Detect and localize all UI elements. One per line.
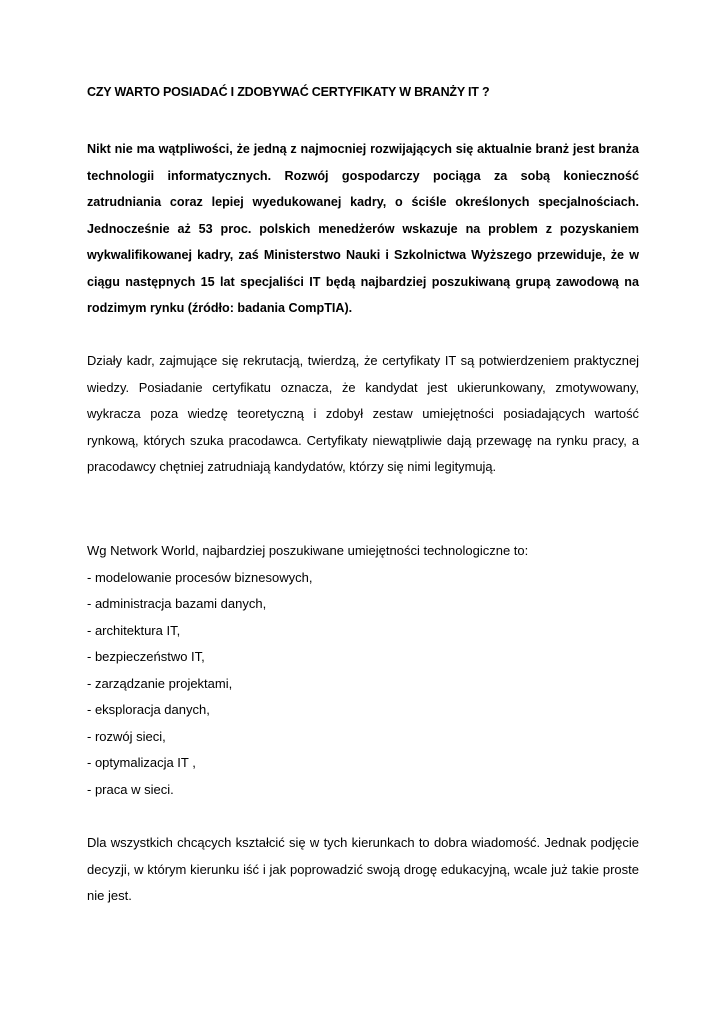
document-title: CZY WARTO POSIADAĆ I ZDOBYWAĆ CERTYFIKATY W BRANŻY IT ?: [87, 85, 490, 99]
intro-paragraph: Nikt nie ma wątpliwości, że jedną z najmocniej rozwijających się aktualnie branż jest branża technologii informatycznych. Rozwój gospodarczy pociąga za sobą konieczność zatrudniania coraz lepiej wyedukowanej kadry, o ściśle określonych specjalnościach. Jednocześnie aż 53 proc. polskich menedżerów wskazuje na problem z pozyskaniem wykwalifikowanej kadry, zaś Ministerstwo Nauki i Szkolnictwa Wyższego przewiduje, że w ciągu następnych 15 lat specjaliści IT będą najbardziej poszukiwaną grupą zawodową na rodzimym rynku (źródło: badania CompTIA).: [87, 142, 639, 315]
skills-list-intro: Wg Network World, najbardziej poszukiwane umiejętności technologiczne to:: [87, 543, 529, 558]
list-item: - bezpieczeństwo IT,: [87, 649, 205, 664]
closing-paragraph: Dla wszystkich chcących kształcić się w tych kierunkach to dobra wiadomość. Jednak podjęcie decyzji, w którym kierunku iść i jak poprowadzić swoją drogę edukacyjną, wcale już takie proste nie jest.: [87, 835, 639, 903]
list-item: - praca w sieci.: [87, 781, 174, 797]
list-item: - eksploracja danych,: [87, 702, 210, 717]
hr-paragraph: Działy kadr, zajmujące się rekrutacją, twierdzą, że certyfikaty IT są potwierdzeniem praktycznej wiedzy. Posiadanie certyfikatu oznacza, że kandydat jest ukierunkowany, zmotywowany, wykracza poza wiedzę teoretyczną i zdobył zestaw umiejętności posiadających wartość rynkową, których szuka pracodawca. Certyfikaty niewątpliwie dają przewagę na rynku pracy, a pracodawcy chętniej zatrudniają kandydatów, którzy się nimi legitymują.: [87, 353, 639, 474]
list-item: - optymalizacja IT ,: [87, 755, 196, 770]
list-item: - modelowanie procesów biznesowych,: [87, 569, 313, 585]
skills-list: [87, 565, 639, 804]
list-item: - rozwój sieci,: [87, 728, 166, 744]
skills-section: [87, 538, 639, 803]
list-item: - architektura IT,: [87, 622, 181, 638]
list-item: - administracja bazami danych,: [87, 596, 267, 611]
list-item: - zarządzanie projektami,: [87, 675, 233, 691]
